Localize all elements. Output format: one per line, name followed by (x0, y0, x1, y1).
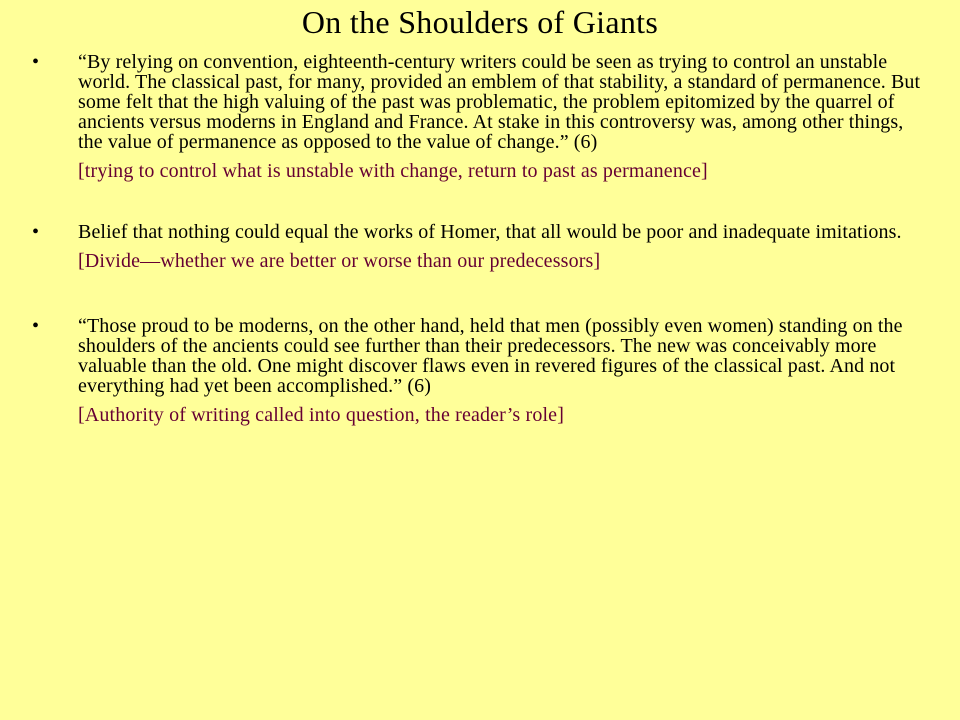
bullet-note: [trying to control what is unstable with change, return to past as permanence] (78, 160, 708, 182)
bullet-dot-icon: • (32, 315, 40, 337)
bullet-note: [Divide—whether we are better or worse than our predecessors] (78, 250, 601, 272)
bullet-text: “By relying on convention, eighteenth-century writers could be seen as trying to control an unstable world. The classical past, for many, provided an emblem of that stability, a standard of permanence. But some felt that the high valuing of the past was problematic, the problem epitomized by the quarrel of ancients versus moderns in England and France. At stake in this controversy was, among other things, the value of permanence as opposed to the value of change.” (6) (78, 51, 921, 153)
bullet-dot-icon: • (32, 51, 40, 73)
bullet-item (30, 316, 930, 426)
bullet-list (30, 52, 930, 426)
bullet-text: “Those proud to be moderns, on the other hand, held that men (possibly even women) standing on the shoulders of the ancients could see further than their predecessors. The new was conceivably more valuable than the old. One might discover flaws even in revered figures of the classical past. And not everything had yet been accomplished.” (6) (78, 315, 903, 397)
bullet-note: [Authority of writing called into question, the reader’s role] (78, 404, 565, 426)
bullet-dot-icon: • (32, 221, 40, 243)
slide-title: On the Shoulders of Giants (301, 4, 659, 40)
bullet-text: Belief that nothing could equal the works of Homer, that all would be poor and inadequate imitations. (78, 221, 902, 243)
bullet-item (30, 222, 930, 272)
bullet-item (30, 52, 930, 182)
